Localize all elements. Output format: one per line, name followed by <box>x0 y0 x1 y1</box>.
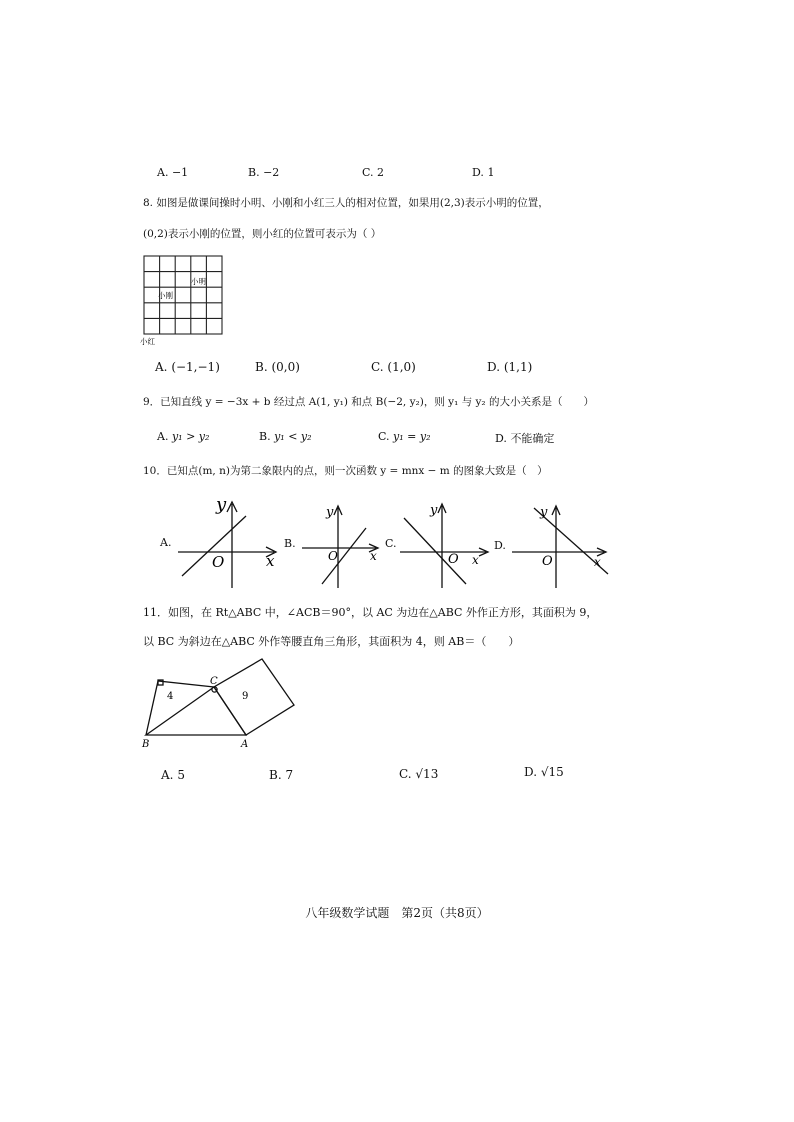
q10-graph-d-label: D. <box>494 539 506 552</box>
q10-graph-b <box>298 500 386 590</box>
q10-graph-c-label: C. <box>385 537 397 550</box>
q8-grid-figure <box>128 250 228 346</box>
q11-square <box>214 659 294 735</box>
q10-graph-a-label: A. <box>160 536 172 549</box>
q8-label-gang: 小刚 <box>158 291 173 300</box>
q11-main-triangle <box>146 687 249 735</box>
q10-graph-d-origin: O <box>542 554 553 569</box>
q10-graph-d-y-axis-label: y <box>540 505 548 520</box>
q8-label-hong: 小红 <box>140 337 155 346</box>
q9-option-a: A. y₁ > y₂ <box>157 430 210 443</box>
q9-text: 9．已知直线 y = −3x + b 经过点 A(1, y₁) 和点 B(−2, y₂)，则 y₁ 与 y₂ 的大小关系是（ ） <box>143 396 594 408</box>
q8-text-line1: 8. 如图是做课间操时小明、小刚和小红三人的相对位置，如果用(2,3)表示小明的位置， <box>143 197 549 209</box>
q11-option-c: C. √13 <box>399 767 439 781</box>
q10-graph-c-x-axis-label: x <box>472 553 479 567</box>
q10-text: 10．已知点(m, n)为第二象限内的点，则一次函数 y = mnx − m 的图象大致是（ ） <box>143 465 548 477</box>
q9-option-c: C. y₁ = y₂ <box>378 430 431 443</box>
q7-option-b: B. −2 <box>248 166 280 179</box>
q10-graph-a <box>176 494 288 590</box>
q7-option-d: D. 1 <box>472 166 495 179</box>
q8-option-d: D. (1,1) <box>487 360 533 374</box>
q10-graph-a-y-axis-label: y <box>216 494 227 515</box>
q10-graph-d <box>510 498 612 590</box>
q11-option-a: A. 5 <box>161 768 185 782</box>
q11-text-line1: 11．如图，在 Rt△ABC 中，∠ACB＝90°，以 AC 为边在△ABC 外作正方形，其面积为 9， <box>143 606 598 619</box>
q10-graph-b-label: B. <box>284 537 296 550</box>
q10-graph-c-origin: O <box>448 552 459 567</box>
q11-text-line2: 以 BC 为斜边在△ABC 外作等腰直角三角形，其面积为 4，则 AB＝（ ） <box>143 635 520 648</box>
q11-option-b: B. 7 <box>269 768 294 782</box>
q10-graph-b-y-axis-label: y <box>326 505 334 520</box>
q8-option-a: A. (−1,−1) <box>155 360 220 374</box>
q8-label-ming: 小明 <box>191 277 206 286</box>
q10-graph-b-x-axis-label: x <box>370 549 377 563</box>
q9-option-b: B. y₁ < y₂ <box>259 430 312 443</box>
q10-graph-d-x-axis-label: x <box>594 555 601 569</box>
q11-area-triangle: 4 <box>167 691 174 702</box>
q10-graph-b-origin: O <box>328 549 338 563</box>
q8-text-line2: (0,2)表示小刚的位置，则小红的位置可表示为（ ） <box>143 228 382 240</box>
q11-label-a: A <box>241 739 249 750</box>
q8-option-b: B. (0,0) <box>255 360 300 374</box>
q11-area-square: 9 <box>242 691 249 702</box>
q10-graph-a-origin: O <box>212 553 225 571</box>
q11-label-c: C <box>210 676 218 687</box>
q11-figure <box>138 655 304 751</box>
q11-isosceles-right-triangle <box>146 681 214 735</box>
q10-graph-a-x-axis-label: x <box>266 552 275 570</box>
q9-option-d: D. 不能确定 <box>495 432 555 445</box>
q11-option-d: D. √15 <box>524 765 564 779</box>
q7-option-a: A. −1 <box>157 166 189 179</box>
q11-label-b: B <box>142 739 150 750</box>
q10-graph-c-y-axis-label: y <box>430 503 438 518</box>
page-footer: 八年级数学试题 第2页（共8页） <box>305 906 489 920</box>
q7-option-c: C. 2 <box>362 166 385 179</box>
q10-graph-c <box>398 496 494 590</box>
q8-option-c: C. (1,0) <box>371 360 416 374</box>
q10-graph-c-line <box>404 518 466 584</box>
